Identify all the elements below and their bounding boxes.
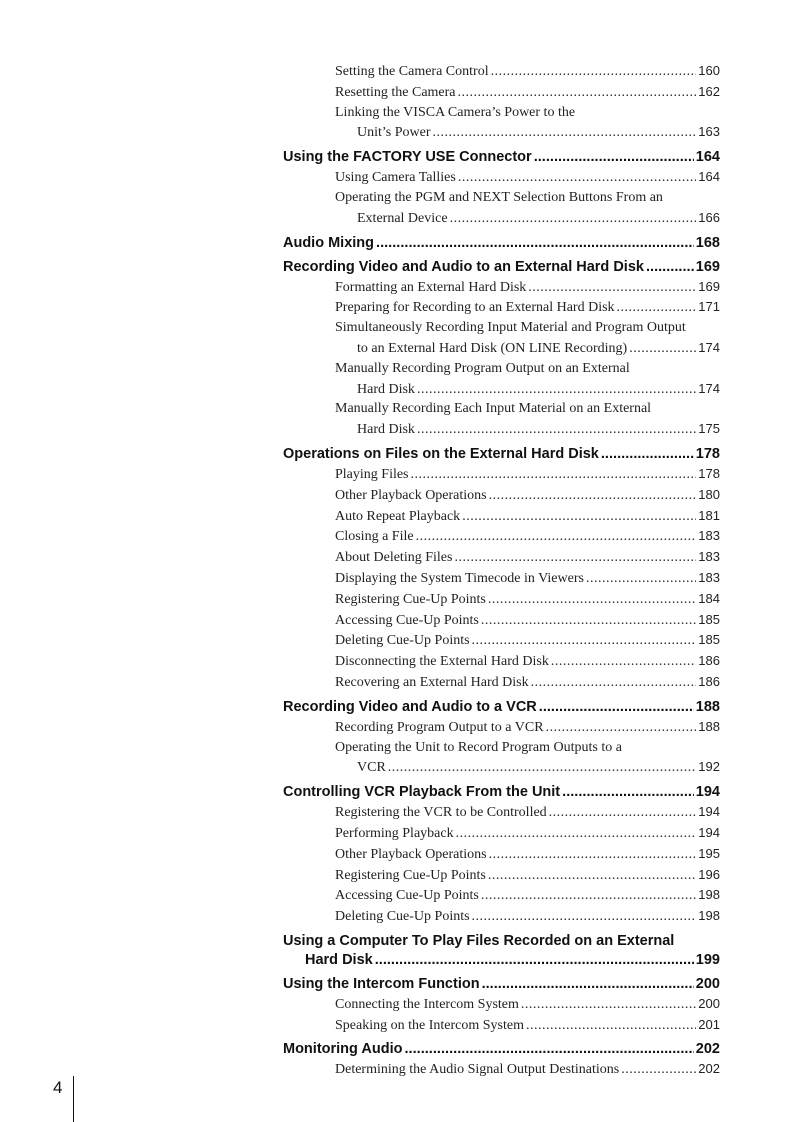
toc-subsection-entry[interactable]: [335, 651, 720, 672]
toc-page-number: 188: [695, 698, 720, 715]
toc-entry-title: Accessing Cue-Up Points: [335, 612, 479, 628]
toc-page-number: 160: [698, 63, 720, 78]
toc-entry-title: Hard Disk: [357, 422, 415, 438]
dot-leader: [481, 611, 696, 631]
toc-page-number: 200: [695, 975, 720, 992]
toc-subsection-entry[interactable]: [335, 399, 720, 440]
toc-subsection-entry[interactable]: [335, 485, 720, 506]
toc-entry-title: VCR: [357, 760, 386, 776]
toc-entry-title: Registering Cue-Up Points: [335, 591, 486, 607]
toc-page-number: 169: [698, 278, 720, 294]
toc-subsection-entry[interactable]: [335, 61, 720, 82]
toc-subsection-entry[interactable]: [335, 823, 720, 844]
toc-entry-title: Disconnecting the External Hard Disk: [335, 654, 549, 670]
dot-leader: [551, 652, 696, 672]
toc-page-number: 183: [698, 569, 720, 585]
toc-page-number: 164: [695, 149, 720, 166]
toc-entry-title: Unit’s Power: [357, 125, 431, 141]
toc-page-number: 178: [695, 445, 720, 462]
toc-entry-title: Operations on Files on the External Hard Disk: [283, 445, 599, 462]
toc-page-number: 181: [698, 507, 720, 523]
toc-section-entry[interactable]: [283, 975, 720, 994]
toc-entry-title: External Device: [357, 210, 448, 226]
toc-subsection-entry[interactable]: [335, 103, 720, 144]
dot-leader: [388, 758, 697, 778]
toc-subsection-entry[interactable]: [335, 1059, 720, 1080]
toc-entry-title: Accessing Cue-Up Points: [335, 888, 479, 904]
toc-entry-title: Controlling VCR Playback From the Unit: [283, 784, 561, 801]
toc-entry-title-line: Using a Computer To Play Files Recorded on an External: [283, 932, 675, 949]
dot-leader: [462, 507, 696, 527]
toc-page-number: 198: [698, 908, 720, 924]
toc-page-number: 186: [698, 673, 720, 689]
toc-subsection-entry[interactable]: [335, 1015, 720, 1036]
dot-leader: [375, 951, 694, 970]
toc-subsection-entry[interactable]: [335, 297, 720, 318]
toc-entry-title: Using the Intercom Function: [283, 975, 480, 992]
toc-page-number: 201: [698, 1016, 720, 1032]
toc-section-entry[interactable]: [283, 932, 720, 970]
toc-page-number: 178: [698, 465, 720, 481]
toc-entry-title-line: Simultaneously Recording Input Material and Program Output: [335, 320, 686, 336]
dot-leader: [416, 527, 697, 547]
toc-entry-title: Other Playback Operations: [335, 487, 487, 503]
toc-subsection-entry[interactable]: [335, 318, 720, 359]
toc-entry-title: About Deleting Files: [335, 550, 453, 566]
table-of-contents: [283, 61, 720, 1080]
toc-page-number: 169: [695, 258, 720, 275]
toc-subsection-entry[interactable]: [335, 589, 720, 610]
toc-subsection-entry[interactable]: [335, 568, 720, 589]
toc-subsection-entry[interactable]: [335, 506, 720, 527]
dot-leader: [491, 62, 697, 82]
dot-leader: [481, 886, 696, 906]
toc-entry-title-line: Operating the PGM and NEXT Selection Buttons From an: [335, 189, 663, 205]
toc-subsection-entry[interactable]: [335, 610, 720, 631]
toc-entry-title: Auto Repeat Playback: [335, 508, 461, 524]
toc-entry-title: Setting the Camera Control: [335, 64, 489, 79]
toc-entry-title: Formatting an External Hard Disk: [335, 279, 527, 295]
dot-leader: [488, 866, 696, 886]
toc-page-number: 184: [698, 590, 720, 606]
dot-leader: [472, 907, 697, 927]
toc-page-number: 200: [698, 995, 720, 1011]
toc-entry-title: Using Camera Tallies: [335, 170, 456, 186]
toc-entry-title-line: Operating the Unit to Record Program Outputs to a: [335, 739, 622, 755]
dot-leader: [433, 123, 697, 143]
toc-page-number: 174: [698, 380, 720, 396]
dot-leader: [489, 845, 697, 865]
toc-entry-title: Registering Cue-Up Points: [335, 867, 486, 883]
dot-leader: [521, 995, 696, 1015]
toc-subsection-entry[interactable]: [335, 359, 720, 400]
dot-leader: [454, 548, 696, 568]
toc-page-number: 194: [695, 784, 720, 801]
toc-page-number: 199: [695, 951, 720, 968]
dot-leader: [472, 631, 697, 651]
dot-leader: [617, 298, 697, 318]
dot-leader: [417, 420, 696, 440]
dot-leader: [601, 445, 694, 464]
dot-leader: [549, 803, 697, 823]
toc-page-number: 196: [698, 866, 720, 882]
dot-leader: [376, 234, 694, 253]
toc-subsection-entry[interactable]: [335, 167, 720, 188]
toc-section-entry[interactable]: [283, 698, 720, 717]
dot-leader: [534, 148, 694, 167]
dot-leader: [526, 1016, 696, 1036]
dot-leader: [546, 718, 697, 738]
toc-subsection-entry[interactable]: [335, 630, 720, 651]
dot-leader: [562, 783, 694, 802]
dot-leader: [621, 1060, 696, 1080]
toc-entry-title: Other Playback Operations: [335, 846, 487, 862]
toc-entry-title: Connecting the Intercom System: [335, 996, 519, 1012]
toc-page-number: 194: [698, 804, 720, 820]
toc-entry-title-line: Manually Recording Each Input Material on an External: [335, 401, 652, 417]
toc-page-number: 183: [698, 528, 720, 544]
toc-entry-title: Closing a File: [335, 529, 414, 545]
toc-page-number: 164: [698, 169, 720, 185]
dot-leader: [539, 698, 694, 717]
page-number-rule: [73, 1076, 74, 1122]
toc-entry-title: Registering the VCR to be Controlled: [335, 805, 547, 821]
toc-subsection-entry[interactable]: [335, 865, 720, 886]
toc-subsection-entry[interactable]: [335, 277, 720, 298]
dot-leader: [456, 824, 697, 844]
dot-leader: [458, 168, 696, 188]
toc-subsection-entry[interactable]: [335, 717, 720, 738]
toc-subsection-entry[interactable]: [335, 844, 720, 865]
toc-section-entry[interactable]: [283, 783, 720, 802]
toc-entry-title: Recovering an External Hard Disk: [335, 674, 529, 690]
toc-entry-title: Using the FACTORY USE Connector: [283, 149, 532, 166]
toc-page-number: 192: [698, 759, 720, 775]
toc-subsection-entry[interactable]: [335, 188, 720, 229]
toc-entry-title: Hard Disk: [357, 381, 415, 397]
toc-entry-title: Hard Disk: [305, 951, 373, 968]
toc-page-number: 168: [695, 234, 720, 251]
toc-page-number: 162: [698, 83, 720, 99]
toc-page-number: 195: [698, 845, 720, 861]
toc-page-number: 166: [698, 209, 720, 225]
dot-leader: [528, 278, 696, 298]
toc-entry-title: Displaying the System Timecode in Viewers: [335, 570, 584, 586]
toc-entry-title: Audio Mixing: [283, 234, 375, 251]
toc-entry-title-line: Manually Recording Program Output on an External: [335, 360, 630, 376]
toc-section-entry[interactable]: [283, 258, 720, 277]
toc-page-number: 202: [695, 1041, 720, 1058]
toc-page-number: 174: [698, 339, 720, 355]
toc-page-number: 188: [698, 718, 720, 734]
dot-leader: [417, 380, 696, 400]
toc-page-number: 163: [698, 124, 720, 140]
toc-entry-title: to an External Hard Disk (ON LINE Recording): [357, 340, 628, 356]
dot-leader: [629, 339, 696, 359]
dot-leader: [586, 569, 696, 589]
dot-leader: [458, 83, 697, 103]
toc-page-number: 171: [698, 299, 720, 315]
toc-page-number: 202: [698, 1061, 720, 1077]
toc-subsection-entry[interactable]: [335, 994, 720, 1015]
toc-subsection-entry[interactable]: [335, 547, 720, 568]
toc-subsection-entry[interactable]: [335, 738, 720, 779]
toc-subsection-entry[interactable]: [335, 526, 720, 547]
toc-entry-title: Determining the Audio Signal Output Destinations: [335, 1062, 620, 1078]
dot-leader: [646, 258, 694, 277]
toc-page-number: 185: [698, 611, 720, 627]
toc-page-number: 194: [698, 824, 720, 840]
toc-subsection-entry[interactable]: [335, 906, 720, 927]
toc-section-entry[interactable]: [283, 234, 720, 253]
dot-leader: [411, 465, 697, 485]
dot-leader: [450, 209, 697, 229]
toc-subsection-entry[interactable]: [335, 82, 720, 103]
toc-page-number: 175: [698, 421, 720, 437]
toc-subsection-entry[interactable]: [335, 802, 720, 823]
dot-leader: [482, 975, 694, 994]
toc-entry-title-line: Linking the VISCA Camera’s Power to the: [335, 104, 576, 120]
toc-page-number: 183: [698, 549, 720, 565]
toc-entry-title: Deleting Cue-Up Points: [335, 633, 470, 649]
toc-section-entry[interactable]: [283, 148, 720, 167]
toc-entry-title: Performing Playback: [335, 825, 454, 841]
toc-page-number: 185: [698, 632, 720, 648]
toc-page-number: 186: [698, 653, 720, 669]
toc-subsection-entry[interactable]: [335, 885, 720, 906]
toc-entry-title: Speaking on the Intercom System: [335, 1017, 524, 1033]
toc-entry-title: Deleting Cue-Up Points: [335, 909, 470, 925]
toc-entry-title: Playing Files: [335, 466, 409, 482]
dot-leader: [489, 486, 697, 506]
toc-entry-title: Monitoring Audio: [283, 1041, 403, 1058]
dot-leader: [404, 1040, 693, 1059]
toc-entry-title: Preparing for Recording to an External Hard Disk: [335, 300, 615, 316]
page-number: 4: [53, 1078, 63, 1097]
toc-entry-title: Resetting the Camera: [335, 84, 456, 100]
dot-leader: [531, 673, 697, 693]
toc-subsection-entry[interactable]: [335, 464, 720, 485]
toc-entry-title: Recording Program Output to a VCR: [335, 719, 544, 735]
toc-page-number: 180: [698, 486, 720, 502]
toc-entry-title: Recording Video and Audio to an External Hard Disk: [283, 258, 644, 275]
toc-page-number: 198: [698, 887, 720, 903]
toc-subsection-entry[interactable]: [335, 672, 720, 693]
toc-section-entry[interactable]: [283, 1040, 720, 1059]
dot-leader: [488, 590, 696, 610]
toc-entry-title: Recording Video and Audio to a VCR: [283, 698, 537, 715]
toc-section-entry[interactable]: [283, 445, 720, 464]
